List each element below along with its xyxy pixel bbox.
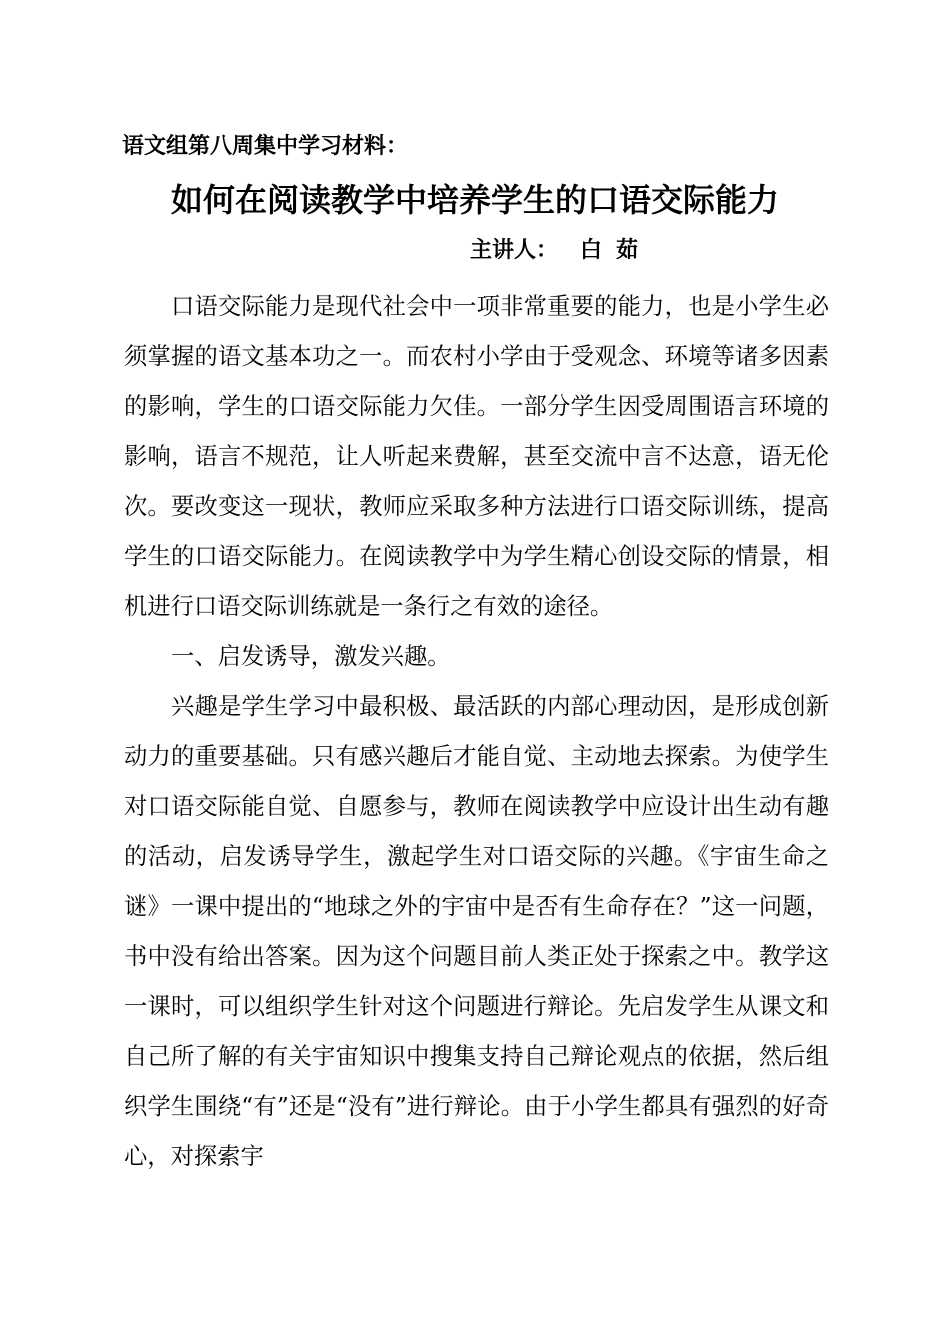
- section-heading: 一、启发诱导，激发兴趣。: [171, 643, 451, 670]
- document-body: [124, 282, 829, 1182]
- intro-paragraph: 口语交际能力是现代社会中一项非常重要的能力，也是小学生必须掌握的语文基本功之一。而农村小学由于受观念、环境等诸多因素的影响，学生的口语交际能力欠佳。一部分学生因受周围语言环境的影响，语言不规范，让人听起来费解，甚至交流中言不达意，语无伦次。要改变这一现状，教师应采取多种方法进行口语交际训练，提高学生的口语交际能力。在阅读教学中为学生精心创设交际的情景，相机进行口语交际训练就是一条行之有效的途径。: [124, 293, 829, 620]
- presenter-label: 主讲人：: [470, 238, 559, 263]
- body-paragraph: 兴趣是学生学习中最积极、最活跃的内部心理动因，是形成创新动力的重要基础。只有感兴趣后才能自觉、主动地去探索。为使学生对口语交际能自觉、自愿参与，教师在阅读教学中应设计出生动有趣的活动，启发诱导学生，激起学生对口语交际的兴趣。《宇宙生命之谜》一课中提出的“地球之外的宇宙中是否有生命存在？”这一问题，书中没有给出答案。因为这个问题目前人类正处于探索之中。教学这一课时，可以组织学生针对这个问题进行辩论。先启发学生从课文和自己所了解的有关宇宙知识中搜集支持自己辩论观点的依据，然后组织学生围绕“有”还是“没有”进行辩论。由于小学生都具有强烈的好奇心，对探索宇: [124, 693, 829, 1170]
- presenter-name: 白茹: [580, 238, 653, 263]
- group-header: 语文组第八周集中学习材料：: [122, 134, 409, 159]
- document-title: 如何在阅读教学中培养学生的口语交际能力: [170, 181, 779, 219]
- presenter-line: [470, 236, 652, 266]
